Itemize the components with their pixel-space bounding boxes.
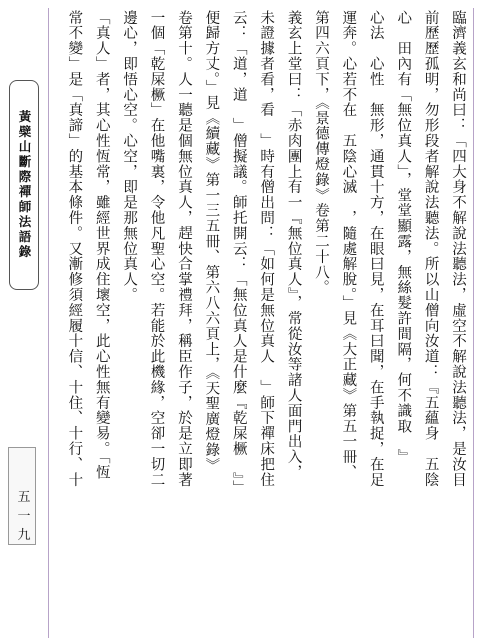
text-column: 第四六頁下，《景德傳燈錄》卷第二十八。 [312,10,329,296]
text-column: 運奔。心若不在 五陰心滅 ，隨處解脫。」見《大正藏》第五一冊、 [340,10,357,481]
book-title: 黃檗山斷際禪師法語錄 [17,110,32,260]
text-column: 一個「乾屎橛」在他嘴裏，令他凡聖心空。若能於此機緣，空卻一切二 [148,10,165,488]
text-column: 邊心，即悟心空。心空，即是那無位真人。 [121,10,138,303]
text-column: 便歸方丈。」見《續藏》第一三五冊、第六八六頁上，《天聖廣燈錄》 [203,10,220,473]
page-number: 五 一 九 [17,490,31,543]
main-text [51,10,471,635]
text-column: 卷第十。人一聽是個無位真人，趕快合掌禮拜，稱臣作子，於是立即著 [175,10,192,488]
text-column: 義玄上堂曰：「赤肉團上有一『無位真人』，常從汝等諸人面門出入， [285,10,302,481]
text-column: 常不變」是「真諦」的基本條件。又漸修須經履十信、十住、十行、十 [66,10,83,488]
text-column: 「真人」者，其心性恆常，雖經世界成住壞空，此心性無有變易。「恆 [93,10,110,481]
book-title-tab [9,80,39,290]
text-column: 心法 心性 無形，通貫十方，在眼曰見，在耳曰聞，在手執捉，在足 [367,10,384,488]
text-column: 云：「道，道 」僧擬議。師托開云：「無位真人是什麼『乾屎橛 』」 [230,10,247,496]
text-column: 心 田內有「無位真人」，堂堂顯露，無絲髮許間隔，何不識取 』 [395,10,412,465]
text-column: 未證據者看，看 」時有僧出問：「如何是無位真人 」師下禪床把住 [258,10,275,488]
text-column: 臨濟義玄和尚曰：「四大身不解說法聽法，虛空不解說法聽法，是汝目 [450,10,466,488]
text-column: 前歷歷孤明，勿形段者解說法聽法。所以山僧向汝道：『五蘊身 五陰 [422,10,439,488]
